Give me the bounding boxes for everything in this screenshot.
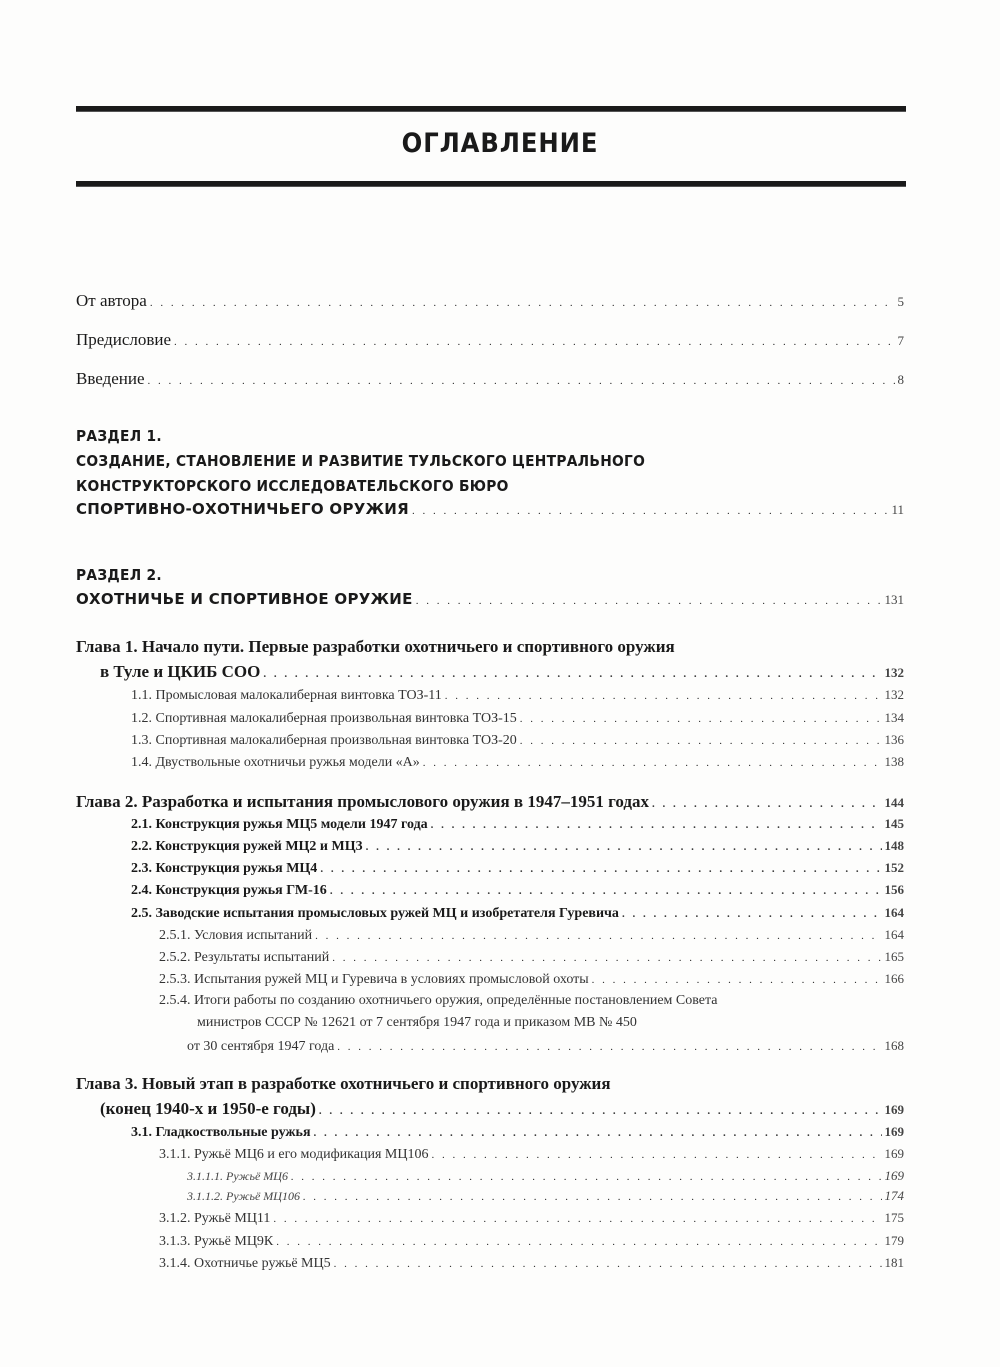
toc-entry-2-3[interactable]: 2.3. Конструкция ружья МЦ4 . . . 152 xyxy=(131,860,904,877)
toc-entry-section-2[interactable]: ОХОТНИЧЬЕ И СПОРТИВНОЕ ОРУЖИЕ . . . 131 xyxy=(76,590,904,608)
toc-entry-3-1-1[interactable]: 3.1.1. Ружьё МЦ6 и его модификация МЦ106 . . . 169 xyxy=(159,1146,904,1163)
chapter-3-title-line-1: Глава 3. Новый этап в разработке охотничьего и спортивного оружия xyxy=(76,1074,611,1093)
top-rule xyxy=(76,106,906,111)
toc-entry-section-1[interactable]: СПОРТИВНО-ОХОТНИЧЬЕГО ОРУЖИЯ . . . 11 xyxy=(76,500,904,518)
toc-entry-1-3[interactable]: 1.3. Спортивная малокалиберная произвольная винтовка ТОЗ-20 . . . 136 xyxy=(131,732,904,749)
toc-entry-chapter-2[interactable]: Глава 2. Разработка и испытания промыслового оружия в 1947–1951 годах . . . 144 xyxy=(76,792,904,812)
toc-entry-chapter-3[interactable]: (конец 1940-х и 1950-е годы) . . . 169 xyxy=(100,1099,904,1119)
toc-entry-2-5-4[interactable]: от 30 сентября 1947 года . . . 168 xyxy=(187,1038,904,1055)
chapter-1-title-line-1: Глава 1. Начало пути. Первые разработки охотничьего и спортивного оружия xyxy=(76,637,675,656)
toc-entry-1-4[interactable]: 1.4. Двуствольные охотничьи ружья модели «А» . . . 138 xyxy=(131,754,904,771)
toc-entry-2-2[interactable]: 2.2. Конструкция ружей МЦ2 и МЦ3 . . . 148 xyxy=(131,838,904,855)
toc-entry-2-5-3[interactable]: 2.5.3. Испытания ружей МЦ и Гуревича в условиях промысловой охоты . . . 166 xyxy=(159,971,904,988)
toc-entry-preface[interactable]: Предисловие . . . 7 xyxy=(76,330,904,350)
toc-entry-2-1[interactable]: 2.1. Конструкция ружья МЦ5 модели 1947 года . . . 145 xyxy=(131,816,904,833)
section-2-label: РАЗДЕЛ 2. xyxy=(76,566,162,584)
section-1-title-line-2: КОНСТРУКТОРСКОГО ИССЛЕДОВАТЕЛЬСКОГО БЮРО xyxy=(76,477,509,495)
toc-entry-2-4[interactable]: 2.4. Конструкция ружья ГМ-16 . . . 156 xyxy=(131,882,904,899)
toc-entry-2-5-2[interactable]: 2.5.2. Результаты испытаний . . . 165 xyxy=(159,949,904,966)
toc-entry-introduction[interactable]: Введение . . . 8 xyxy=(76,369,904,389)
toc-entry-3-1-1-2[interactable]: 3.1.1.2. Ружьё МЦ106 . . . 174 xyxy=(187,1188,904,1204)
toc-entry-3-1[interactable]: 3.1. Гладкоствольные ружья . . . 169 xyxy=(131,1124,904,1141)
toc-entry-2-5-4-line-2: министров СССР № 12621 от 7 сентября 1947 года и приказом МВ № 450 xyxy=(197,1015,637,1030)
toc-entry-1-2[interactable]: 1.2. Спортивная малокалиберная произвольная винтовка ТОЗ-15 . . . 134 xyxy=(131,710,904,727)
toc-entry-1-1[interactable]: 1.1. Промысловая малокалиберная винтовка ТОЗ-11 . . . 132 xyxy=(131,687,904,704)
toc-entry-3-1-4[interactable]: 3.1.4. Охотничье ружьё МЦ5 . . . 181 xyxy=(159,1255,904,1272)
toc-entry-2-5-4-line-1: 2.5.4. Итоги работы по созданию охотничьего оружия, определённые постановлением Совета xyxy=(159,993,718,1008)
toc-entry-3-1-2[interactable]: 3.1.2. Ружьё МЦ11 . . . 175 xyxy=(159,1210,904,1227)
toc-entry-3-1-1-1[interactable]: 3.1.1.1. Ружьё МЦ6 . . . 169 xyxy=(187,1168,904,1184)
section-1-label: РАЗДЕЛ 1. xyxy=(76,427,162,445)
bottom-rule xyxy=(76,181,906,186)
section-1-title-line-1: СОЗДАНИЕ, СТАНОВЛЕНИЕ И РАЗВИТИЕ ТУЛЬСКОГО ЦЕНТРАЛЬНОГО xyxy=(76,452,646,470)
toc-entry-2-5[interactable]: 2.5. Заводские испытания промысловых ружей МЦ и изобретателя Гуревича . . . 164 xyxy=(131,905,904,922)
toc-entry-from-author[interactable]: От автора . . . 5 xyxy=(76,291,904,311)
toc-entry-3-1-3[interactable]: 3.1.3. Ружьё МЦ9К . . . 179 xyxy=(159,1233,904,1250)
page-title: ОГЛАВЛЕНИЕ xyxy=(401,128,599,159)
toc-entry-chapter-1[interactable]: в Туле и ЦКИБ СОО . . . 132 xyxy=(100,662,904,682)
toc-entry-2-5-1[interactable]: 2.5.1. Условия испытаний . . . 164 xyxy=(159,927,904,944)
